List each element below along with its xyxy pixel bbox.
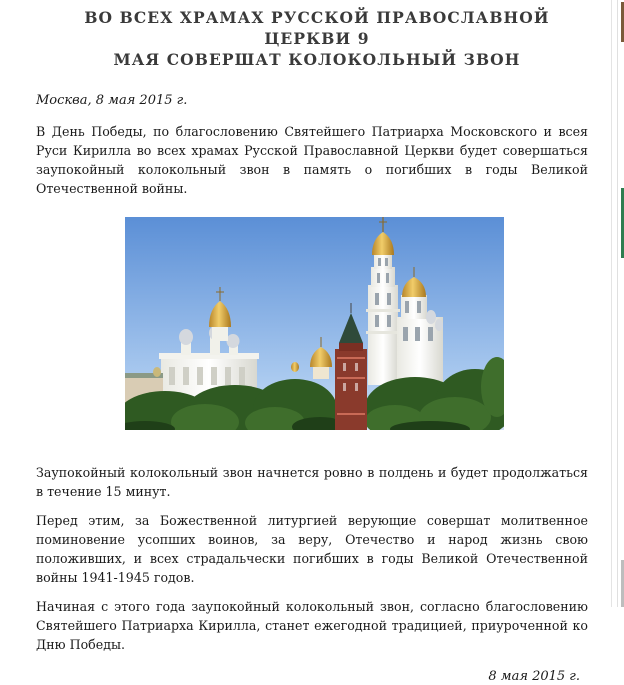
paragraph-schedule: Заупокойный колокольный звон начнется ровно в полдень и будет продолжаться в течение 15 минут. [36, 465, 588, 499]
article-title-line2: МАЯ СОВЕРШАТ КОЛОКОЛЬНЫЙ ЗВОН [113, 50, 521, 69]
paragraph-intro: В День Победы, по благословению Святейшего Патриарха Московского и всея Руси Кирилла во всех храмах Русской Православной Церкви будет совершаться заупокойный колокольный звон в память о погибших в годы Великой Отечественной войны. [36, 124, 588, 196]
article-title-line1: ВО ВСЕХ ХРАМАХ РУССКОЙ ПРАВОСЛАВНОЙ ЦЕРКВИ 9 [84, 8, 550, 48]
kremlin-photo [125, 217, 504, 430]
paragraph-liturgy: Перед этим, за Божественной литургией верующие совершат молитвенное поминовение усопших воинов, за веру, Отечество и народ жизнь свою положивших, и всех страдальчески погибших в годы Великой Отечественной войны 1941-1945 годов. [36, 513, 588, 585]
article-title [36, 7, 588, 70]
paragraph-tradition: Начиная с этого года заупокойный колокольный звон, согласно благословению Святейшего Патриарха Кирилла, станет ежегодной традицией, приуроченной ко Дню Победы. [36, 599, 588, 652]
side-rail [611, 0, 624, 607]
signoff-date: 8 мая 2015 г. [488, 669, 580, 684]
dateline: Москва, 8 мая 2015 г. [36, 93, 188, 108]
rail-line [617, 0, 618, 607]
